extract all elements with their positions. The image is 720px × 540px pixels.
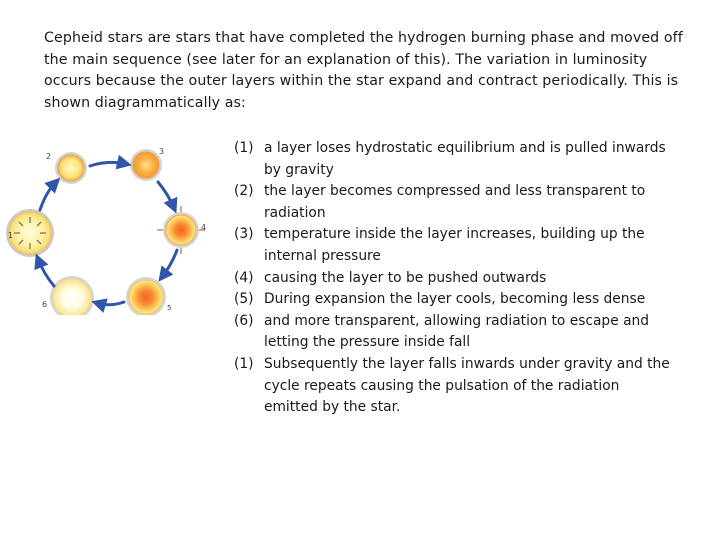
cepheid-pulsation-diagram	[0, 140, 215, 315]
arrow-5-to-6-icon	[97, 302, 124, 305]
stage-label-5: 5	[167, 304, 172, 312]
step-text: During expansion the layer cools, becoming less dense	[264, 291, 646, 308]
arrow-4-to-5-icon	[162, 250, 177, 277]
list-item	[234, 289, 674, 311]
stage-2-star	[55, 152, 87, 184]
step-number: (1)	[234, 140, 254, 156]
step-text: a layer loses hydrostatic equilibrium and is pulled inwards by gravity	[264, 140, 666, 178]
stage-1-star	[6, 209, 54, 257]
list-item	[234, 138, 674, 181]
step-number: (5)	[234, 291, 254, 308]
stage-5-star	[126, 277, 166, 315]
intro-paragraph: Cepheid stars are stars that have completed the hydrogen burning phase and moved off the main sequence (see later for an explanation of this). The variation in luminosity occurs because the outer layers within the star expand and contract periodically. This is shown diagrammatically as:	[44, 30, 683, 111]
stage-3-star	[130, 147, 165, 181]
arrow-1-to-2-icon	[40, 182, 56, 210]
list-item	[234, 224, 674, 267]
stage-4-star	[157, 206, 205, 254]
arrow-6-to-1-icon	[38, 259, 54, 286]
stage-label-3: 3	[159, 147, 165, 156]
step-text: causing the layer to be pushed outwards	[264, 269, 547, 286]
stage-label-6: 6	[42, 300, 48, 309]
pulsation-steps-list	[234, 138, 674, 419]
step-number: (6)	[234, 312, 254, 329]
list-item	[234, 181, 674, 224]
step-text: and more transparent, allowing radiation to escape and letting the pressure inside fall	[264, 312, 650, 351]
stage-label-2: 2	[46, 152, 52, 161]
arrow-3-to-4-icon	[158, 182, 174, 208]
stage-label-4: 4	[201, 223, 207, 232]
step-text: Subsequently the layer falls inwards under gravity and the cycle repeats causing the pulsation of the radiation emitted by the star.	[264, 355, 670, 416]
list-item	[234, 311, 674, 354]
list-item	[234, 268, 674, 290]
stage-6-star	[50, 276, 94, 315]
stage-label-1: 1	[8, 231, 14, 240]
step-number: (1)	[234, 355, 254, 372]
step-number: (4)	[234, 269, 254, 286]
arrow-2-to-3-icon	[90, 162, 126, 166]
step-text: the layer becomes compressed and less transparent to radiation	[264, 183, 646, 221]
step-number: (2)	[234, 183, 254, 200]
step-text: temperature inside the layer increases, building up the internal pressure	[264, 226, 645, 264]
step-number: (3)	[234, 226, 254, 243]
list-item	[234, 354, 674, 419]
